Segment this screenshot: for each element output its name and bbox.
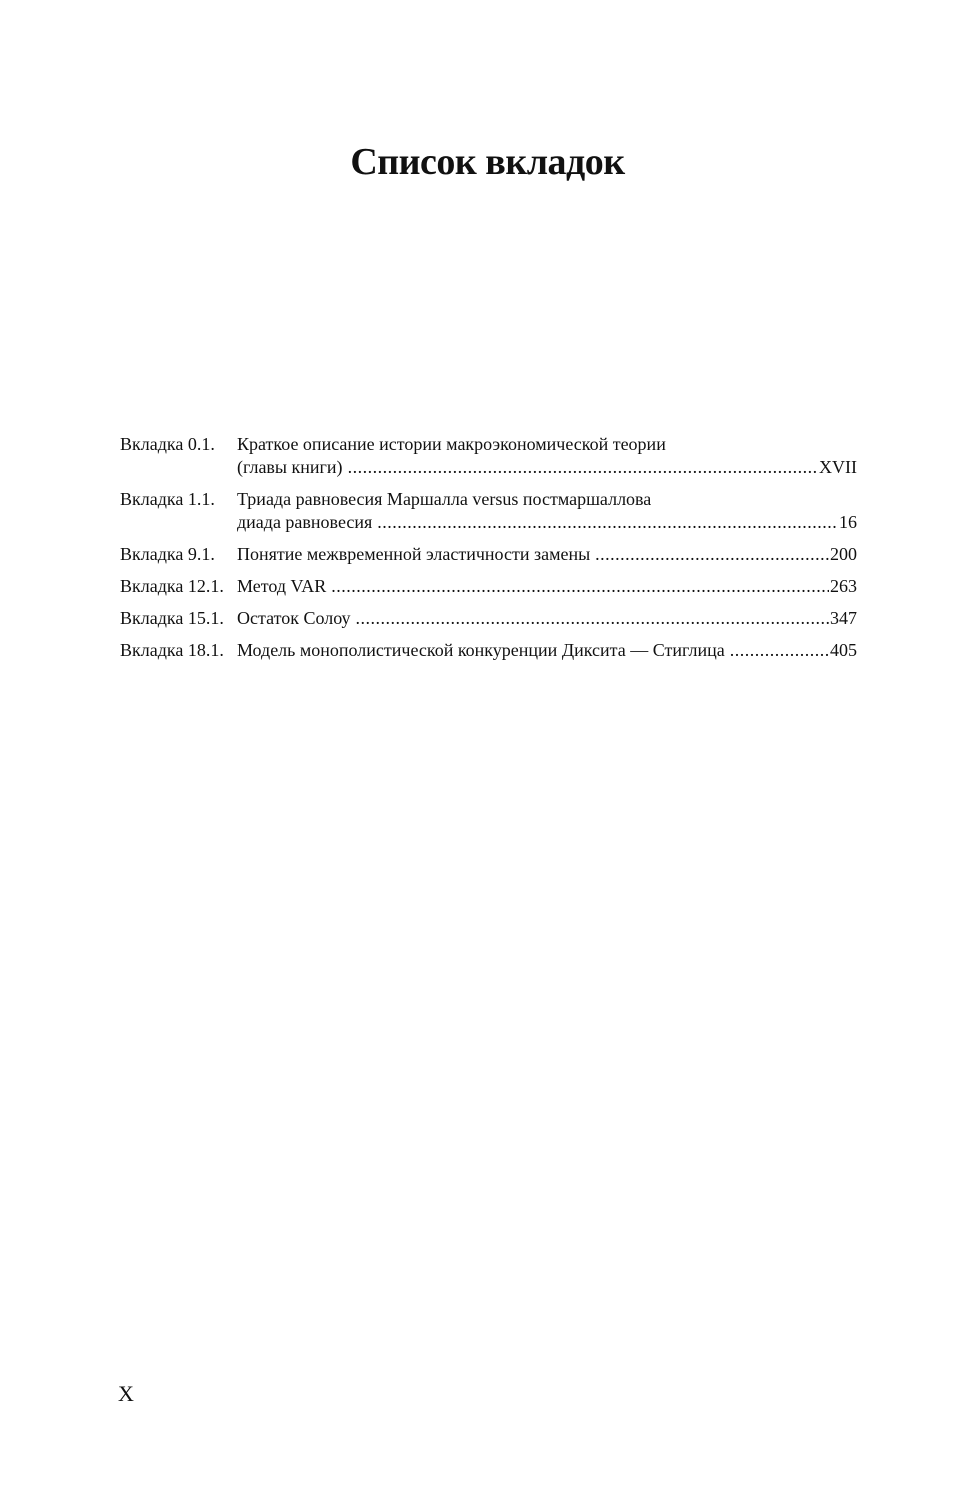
toc-entry-page: 263	[830, 576, 857, 596]
toc-entry[interactable]	[120, 639, 857, 662]
toc-entry-page: 347	[830, 608, 857, 628]
toc-entry-title: Триада равновесия Маршалла versus постмаршаллова	[237, 489, 652, 509]
toc-entry-line	[237, 488, 857, 511]
toc-entry-line	[237, 456, 857, 479]
toc-entry-label: Вкладка 15.1.	[120, 608, 224, 628]
page-title: Список вкладок	[350, 141, 625, 183]
toc-entry[interactable]	[120, 575, 857, 598]
toc-dot-leader	[348, 456, 818, 479]
toc-entry-body	[237, 575, 857, 598]
toc-entry-label: Вкладка 0.1.	[120, 434, 215, 454]
toc-dot-leader	[730, 639, 829, 662]
toc-entry-page: 405	[830, 640, 857, 660]
toc-entry-line	[237, 639, 857, 662]
page-number: X	[118, 1381, 134, 1406]
toc-entry-body	[237, 488, 857, 534]
toc-dot-leader	[595, 543, 829, 566]
toc-entry-label: Вкладка 1.1.	[120, 489, 215, 509]
toc-entry-line	[237, 433, 857, 456]
toc-entry-body	[237, 607, 857, 630]
toc-entry-page: 16	[839, 512, 857, 532]
toc-entry-title: Метод VAR	[237, 576, 327, 596]
toc-dot-leader	[377, 511, 838, 534]
toc-entry-page: XVII	[819, 457, 857, 477]
toc-entry-page: 200	[830, 544, 857, 564]
toc-entry-label: Вкладка 9.1.	[120, 544, 215, 564]
toc-entry-label: Вкладка 12.1.	[120, 576, 224, 596]
toc-entry-line	[237, 511, 857, 534]
toc-entry-title: Понятие межвременной эластичности замены	[237, 544, 591, 564]
toc-list	[120, 433, 857, 671]
toc-entry-line	[237, 607, 857, 630]
toc-entry[interactable]	[120, 433, 857, 479]
toc-entry-body	[237, 543, 857, 566]
toc-entry[interactable]	[120, 488, 857, 534]
toc-entry-title: Краткое описание истории макроэкономической теории	[237, 434, 666, 454]
toc-entry-body	[237, 433, 857, 479]
toc-entry-title: Модель монополистической конкуренции Диксита — Стиглица	[237, 640, 725, 660]
toc-entry-line	[237, 575, 857, 598]
toc-dot-leader	[331, 575, 829, 598]
toc-dot-leader	[356, 607, 829, 630]
toc-entry-title-continued: диада равновесия	[237, 512, 373, 532]
toc-entry[interactable]	[120, 607, 857, 630]
toc-entry-label: Вкладка 18.1.	[120, 640, 224, 660]
toc-entry[interactable]	[120, 543, 857, 566]
toc-entry-title: Остаток Солоу	[237, 608, 351, 628]
toc-entry-title-continued: (главы книги)	[237, 457, 343, 477]
toc-entry-line	[237, 543, 857, 566]
toc-entry-body	[237, 639, 857, 662]
